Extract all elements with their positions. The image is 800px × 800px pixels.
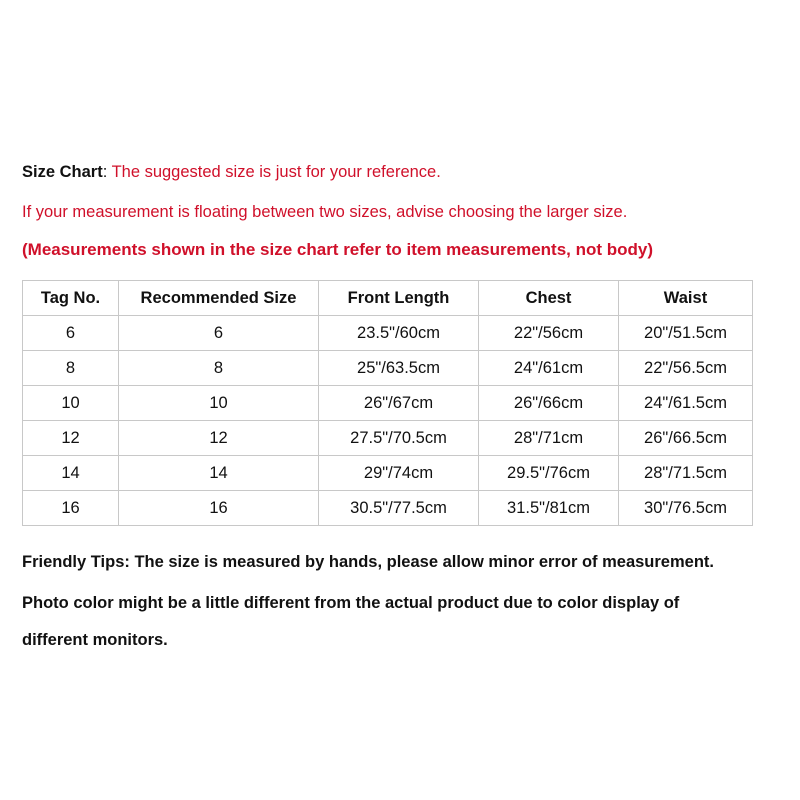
reference-note: The suggested size is just for your reference. [111, 163, 441, 181]
cell-chest: 28"/71cm [479, 421, 619, 456]
cell-waist: 28"/71.5cm [619, 456, 753, 491]
photo-color-note: Photo color might be a little different from the actual product due to color display of [22, 594, 680, 612]
table-row [23, 386, 753, 421]
cell-recommended-size: 6 [119, 316, 319, 351]
cell-tag-no: 10 [23, 386, 119, 421]
column-header-chest: Chest [479, 281, 619, 316]
cell-front-length: 23.5"/60cm [319, 316, 479, 351]
cell-chest: 31.5"/81cm [479, 491, 619, 526]
measurement-note: (Measurements shown in the size chart refer to item measurements, not body) [22, 240, 654, 259]
photo-color-note-continued: different monitors. [22, 631, 168, 649]
cell-recommended-size: 8 [119, 351, 319, 386]
cell-waist: 24"/61.5cm [619, 386, 753, 421]
cell-recommended-size: 12 [119, 421, 319, 456]
table-header-row [23, 281, 753, 316]
cell-tag-no: 8 [23, 351, 119, 386]
floating-size-note: If your measurement is floating between two sizes, advise choosing the larger size. [22, 203, 628, 221]
size-chart-heading [22, 163, 441, 182]
column-header-recommended-size: Recommended Size [119, 281, 319, 316]
cell-waist: 26"/66.5cm [619, 421, 753, 456]
size-chart-label: Size Chart [22, 163, 103, 181]
column-header-tag-no: Tag No. [23, 281, 119, 316]
cell-tag-no: 14 [23, 456, 119, 491]
table-row [23, 421, 753, 456]
cell-front-length: 29"/74cm [319, 456, 479, 491]
cell-front-length: 30.5"/77.5cm [319, 491, 479, 526]
column-header-waist: Waist [619, 281, 753, 316]
friendly-tips: Friendly Tips: The size is measured by hands, please allow minor error of measurement. [22, 553, 714, 571]
table-row [23, 491, 753, 526]
cell-waist: 30"/76.5cm [619, 491, 753, 526]
cell-front-length: 25"/63.5cm [319, 351, 479, 386]
cell-chest: 24"/61cm [479, 351, 619, 386]
heading-separator: : [102, 163, 112, 181]
cell-chest: 29.5"/76cm [479, 456, 619, 491]
size-table [22, 280, 753, 526]
table-row [23, 351, 753, 386]
cell-recommended-size: 16 [119, 491, 319, 526]
cell-recommended-size: 14 [119, 456, 319, 491]
column-header-front-length: Front Length [319, 281, 479, 316]
cell-waist: 22"/56.5cm [619, 351, 753, 386]
table-row [23, 316, 753, 351]
cell-tag-no: 6 [23, 316, 119, 351]
cell-tag-no: 12 [23, 421, 119, 456]
cell-front-length: 27.5"/70.5cm [319, 421, 479, 456]
table-row [23, 456, 753, 491]
cell-waist: 20"/51.5cm [619, 316, 753, 351]
cell-chest: 22"/56cm [479, 316, 619, 351]
cell-front-length: 26"/67cm [319, 386, 479, 421]
cell-chest: 26"/66cm [479, 386, 619, 421]
cell-recommended-size: 10 [119, 386, 319, 421]
cell-tag-no: 16 [23, 491, 119, 526]
